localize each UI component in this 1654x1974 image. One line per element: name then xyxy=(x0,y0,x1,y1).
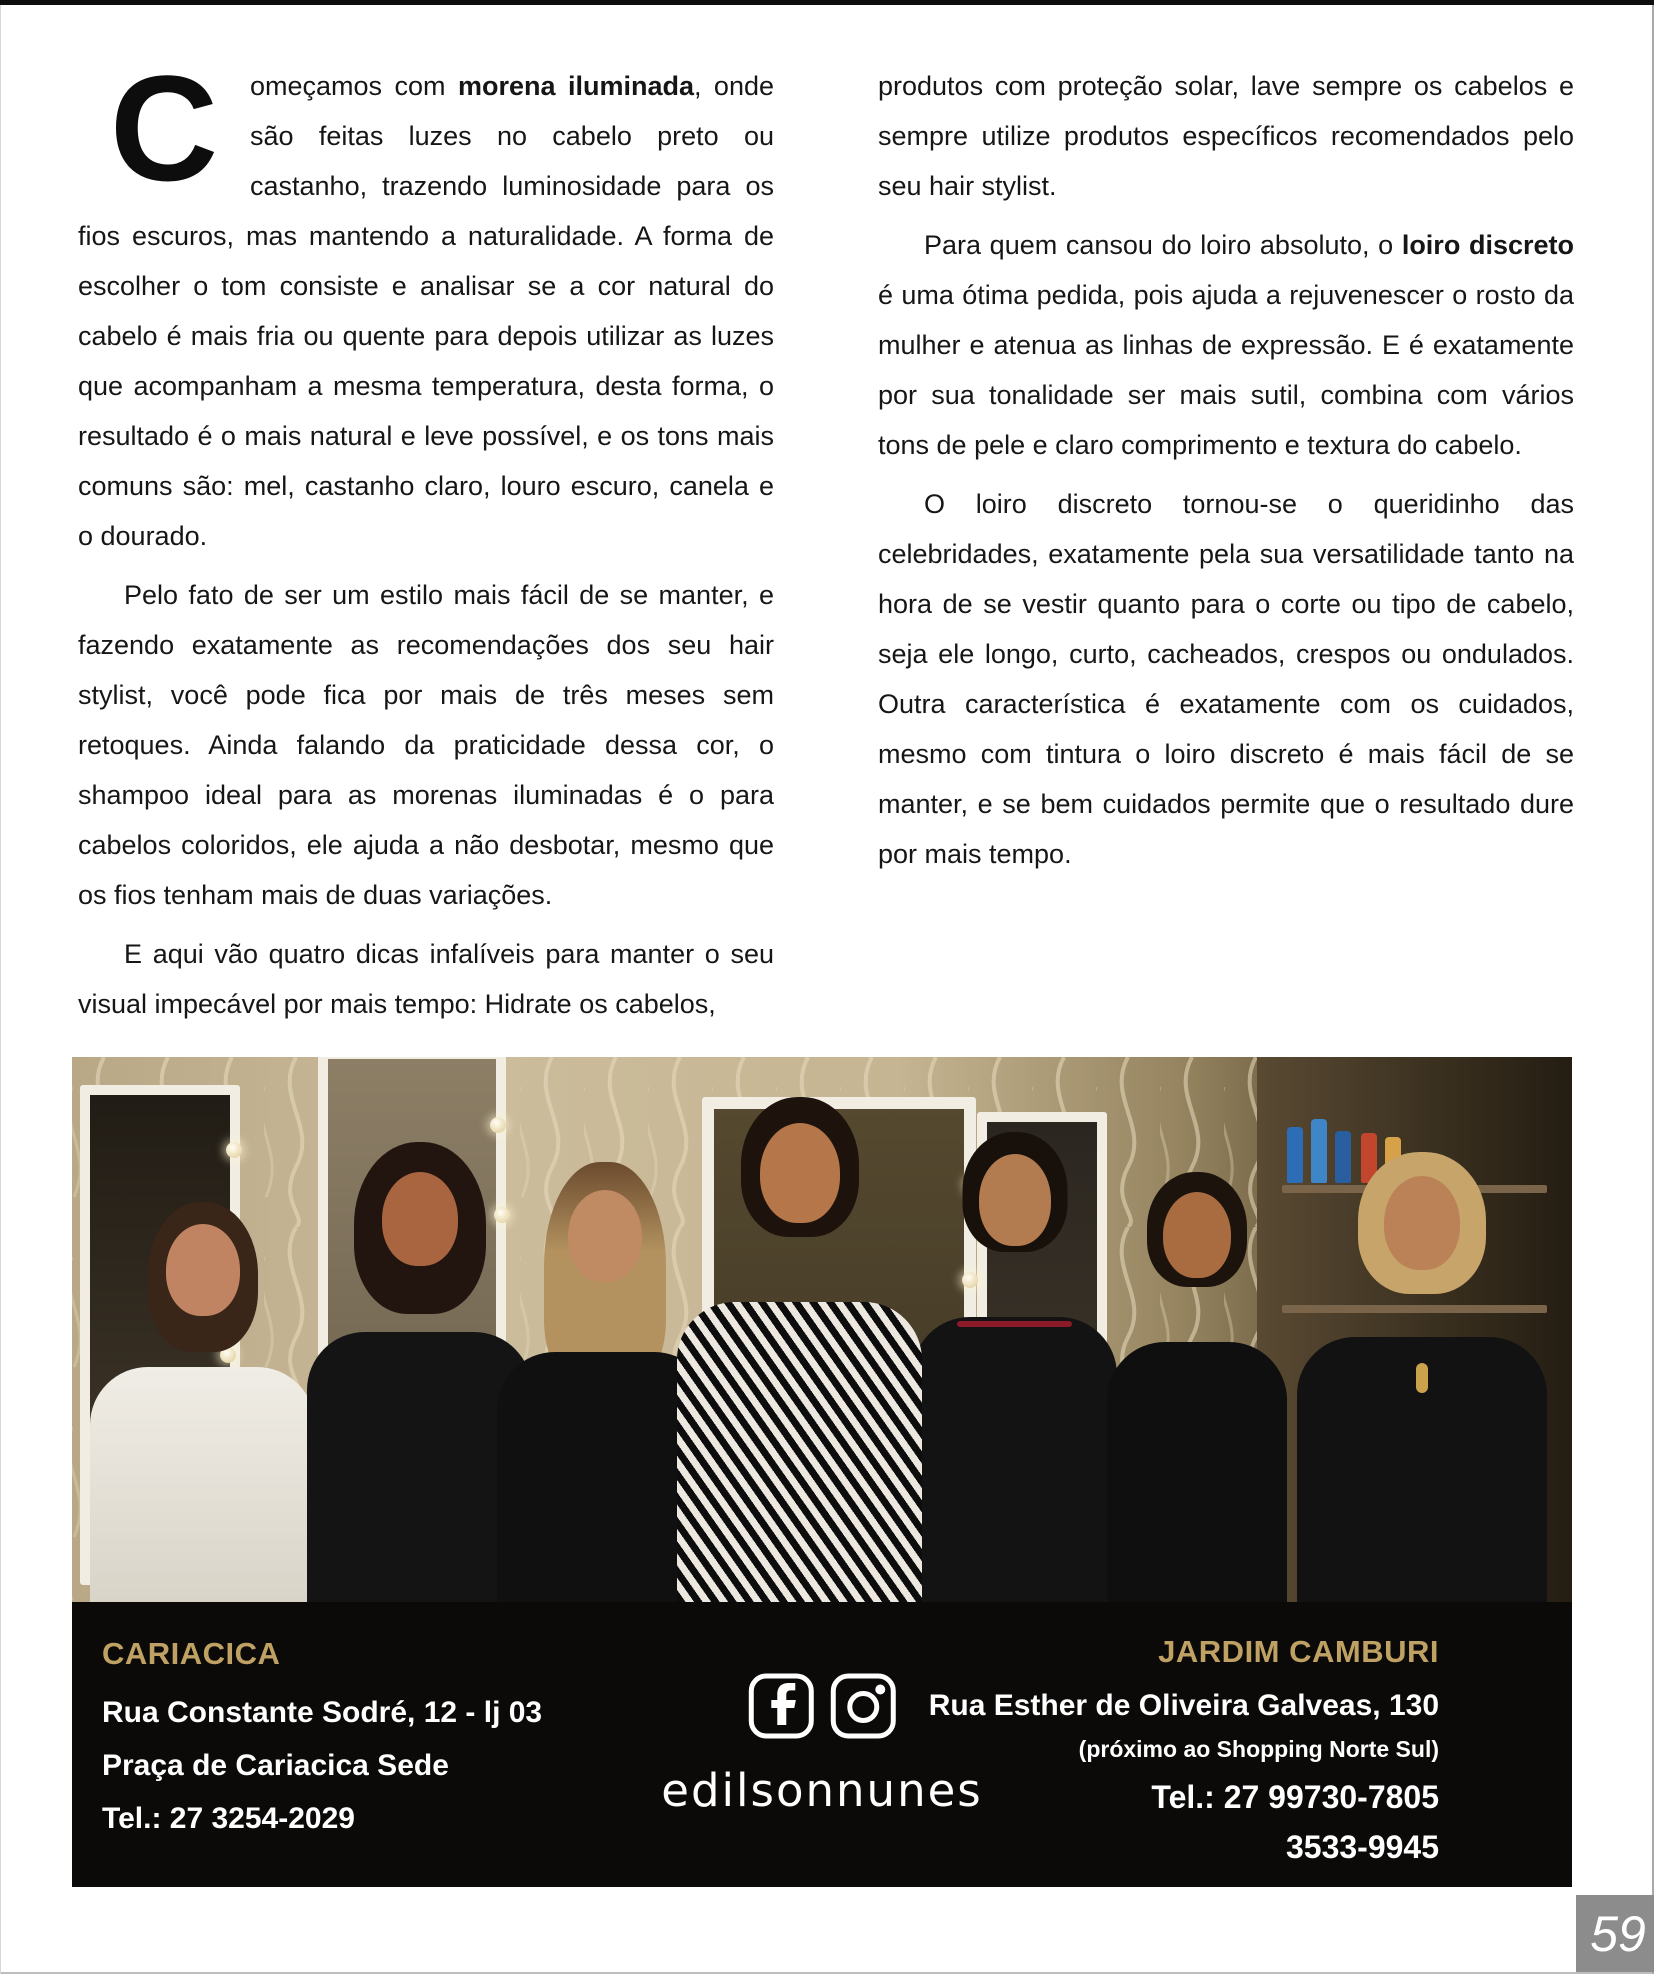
article-paragraph: Para quem cansou do loiro absoluto, o loiro discreto é uma ótima pedida, pois ajuda a rejuvenescer o rosto da mulher e atenua as linhas de expressão. E é exatamente por sua tonalidade ser mais sutil, combina com vários tons de pele e claro comprimento e textura do cabelo. xyxy=(878,230,1574,460)
location-cariacica xyxy=(102,1636,542,1845)
social-handle[interactable]: edilsonnunes xyxy=(661,1764,983,1817)
facebook-icon[interactable] xyxy=(747,1672,815,1740)
article xyxy=(78,44,1574,1038)
page-number-box xyxy=(1576,1895,1654,1972)
person-silhouette xyxy=(1297,1152,1547,1602)
article-paragraph: C omeçamos com morena iluminada, onde são feitas luzes no cabelo preto ou castanho, trazendo luminosidade para os fios escuros, mas mantendo a naturalidade. A forma de escolher o tom consiste e analisar se a cor natural do cabelo é mais fria ou quente para depois utilizar as luzes que acompanham a mesma temperatura, desta forma, o resultado é o mais natural e leve possível, e os tons mais comuns são: mel, castanho claro, louro escuro, canela e o dourado. xyxy=(78,44,775,551)
drop-cap: C xyxy=(109,44,219,212)
location-title: JARDIM CAMBURI xyxy=(1158,1634,1439,1669)
person-silhouette xyxy=(677,1097,922,1602)
location-title: CARIACICA xyxy=(102,1636,281,1671)
article-right-column xyxy=(878,61,1574,1038)
address-line: Praça de Cariacica Sede xyxy=(102,1749,449,1782)
mirror-bulb xyxy=(490,1117,506,1133)
article-paragraph: O loiro discreto tornou-se o queridinho das celebridades, exatamente pela sua versatilidade tanto na hora de se vestir quanto para o corte ou tipo de cabelo, seja ele longo, curto, cacheados, crespos ou ondulados. Outra característica é exatamente com os cuidados, mesmo com tintura o loiro discreto é mais fácil de se manter, e se bem cuidados permite que o resultado dure por mais tempo. xyxy=(878,489,1574,869)
phone-line: 3533-9945 xyxy=(1285,1829,1439,1865)
person-silhouette xyxy=(90,1202,315,1602)
person-silhouette xyxy=(1107,1172,1287,1602)
person-silhouette xyxy=(912,1132,1117,1602)
address-line: Rua Constante Sodré, 12 - lj 03 xyxy=(102,1696,543,1729)
ad-footer xyxy=(72,1602,1572,1887)
article-paragraph: E aqui vão quatro dicas infalíveis para manter o seu visual impecável por mais tempo: Hidrate os cabelos, xyxy=(78,939,774,1019)
article-paragraph: produtos com proteção solar, lave sempre os cabelos e sempre utilize produtos específicos recomendados pelo seu hair stylist. xyxy=(878,71,1574,201)
instagram-icon[interactable] xyxy=(829,1672,897,1740)
salon-ad xyxy=(72,1057,1572,1887)
article-left-column xyxy=(78,44,775,1038)
salon-team-photo xyxy=(72,1057,1572,1602)
phone-line: Tel.: 27 3254-2029 xyxy=(102,1802,355,1835)
article-paragraph: Pelo fato de ser um estilo mais fácil de se manter, e fazendo exatamente as recomendações dos seu hair stylist, você pode fica por mais de três meses sem retoques. Ainda falando da praticidade dessa cor, o shampoo ideal para as morenas iluminadas é o para cabelos coloridos, ele ajuda a não desbotar, mesmo que os fios tenham mais de duas variações. xyxy=(78,580,774,910)
location-jardim-camburi xyxy=(929,1634,1439,1872)
page-number: 59 xyxy=(1590,1905,1646,1962)
address-line: Rua Esther de Oliveira Galveas, 130 xyxy=(928,1689,1439,1722)
gold-pendant xyxy=(1416,1363,1428,1393)
mirror-bulb xyxy=(226,1142,242,1158)
address-note: (próximo ao Shopping Norte Sul) xyxy=(1078,1736,1439,1762)
phone-line: Tel.: 27 99730-7805 xyxy=(1151,1779,1439,1815)
